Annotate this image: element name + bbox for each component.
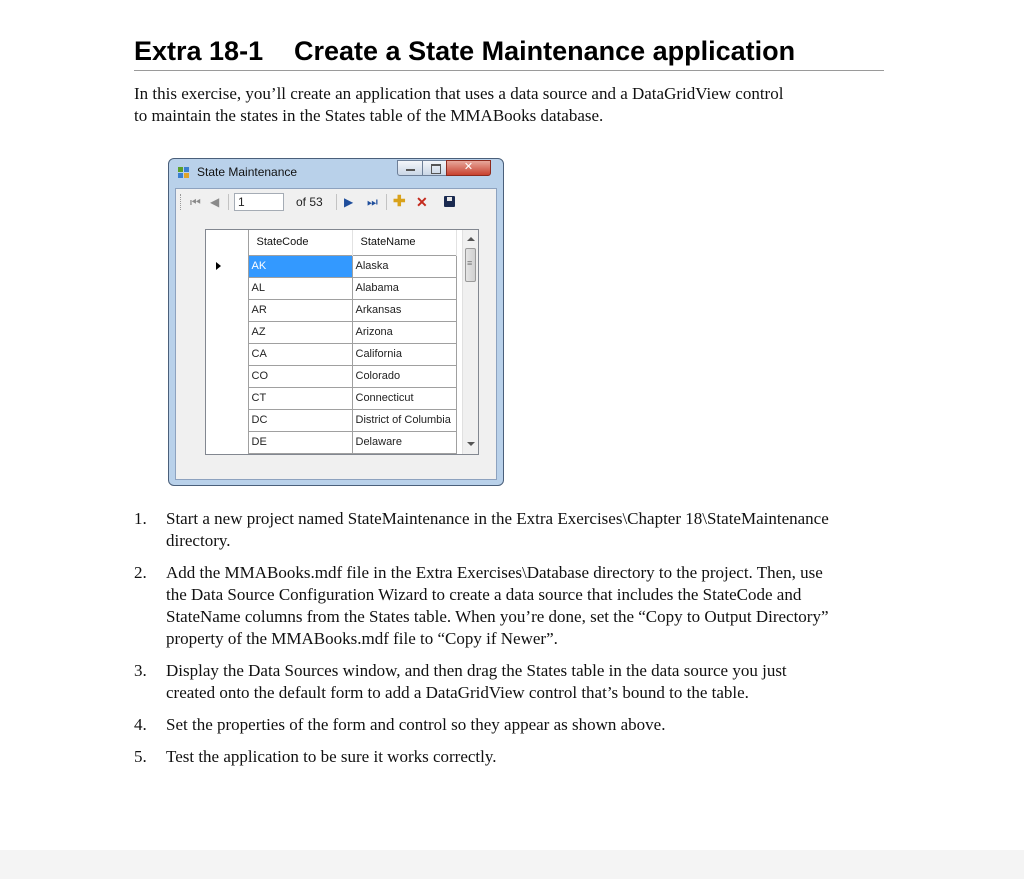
toolbar-separator: [386, 194, 387, 210]
table-row[interactable]: [206, 299, 456, 321]
app-icon: [178, 167, 190, 179]
step-item: [134, 660, 834, 704]
binding-navigator: [176, 189, 496, 216]
column-header-statecode[interactable]: StateCode: [248, 230, 352, 255]
grid-body: [206, 255, 456, 453]
close-icon: ✕: [463, 161, 474, 173]
cell-statename[interactable]: Arizona: [352, 321, 456, 343]
intro-paragraph: In this exercise, you’ll create an application that uses a data source and a DataGridView control to maintain the states in the States table of the MMABooks database.: [134, 84, 784, 125]
toolbar-separator: [336, 194, 337, 210]
step-text: Start a new project named StateMaintenance in the Extra Exercises\Chapter 18\StateMaintenance directory.: [166, 509, 829, 550]
row-header[interactable]: [206, 321, 248, 343]
row-header[interactable]: [206, 255, 248, 277]
add-new-icon[interactable]: ✚: [393, 193, 406, 210]
move-next-icon[interactable]: ▶: [344, 195, 354, 209]
maximize-button[interactable]: [422, 160, 447, 176]
grid-header-row: [206, 230, 456, 255]
form-client-area: [175, 188, 497, 480]
scroll-thumb[interactable]: [465, 248, 476, 282]
close-button[interactable]: [446, 160, 491, 176]
table-row[interactable]: [206, 255, 456, 277]
cell-statecode[interactable]: AL: [248, 277, 352, 299]
record-count-label: of 53: [296, 195, 323, 209]
minimize-button[interactable]: [397, 160, 423, 176]
row-header[interactable]: [206, 277, 248, 299]
step-number: 5.: [134, 747, 147, 766]
cell-statecode[interactable]: CA: [248, 343, 352, 365]
row-header[interactable]: [206, 365, 248, 387]
row-header-corner[interactable]: [206, 230, 248, 255]
exercise-title: Create a State Maintenance application: [294, 36, 796, 66]
toolbar-separator: [228, 194, 229, 210]
step-number: 4.: [134, 715, 147, 734]
row-header[interactable]: [206, 409, 248, 431]
instruction-steps: [134, 508, 834, 778]
page-bottom-band: [0, 850, 1024, 879]
row-header[interactable]: [206, 299, 248, 321]
move-last-icon[interactable]: ⏭: [367, 195, 378, 209]
toolbar-grip[interactable]: [180, 194, 184, 210]
cell-statecode[interactable]: CT: [248, 387, 352, 409]
cell-statename[interactable]: Connecticut: [352, 387, 456, 409]
position-input[interactable]: 1: [234, 193, 284, 211]
maximize-icon: [431, 164, 441, 174]
move-first-icon[interactable]: ⏮: [190, 195, 201, 209]
cell-statename[interactable]: California: [352, 343, 456, 365]
cell-statecode[interactable]: AR: [248, 299, 352, 321]
grid-vertical-scrollbar[interactable]: [462, 230, 479, 454]
state-maintenance-window: [168, 158, 504, 486]
table-row[interactable]: [206, 365, 456, 387]
row-header[interactable]: [206, 387, 248, 409]
delete-icon[interactable]: ✕: [416, 194, 428, 210]
step-text: Display the Data Sources window, and then drag the States table in the data source you just created onto the default form to add a DataGridView control that’s bound to the table.: [166, 661, 787, 702]
minimize-icon: [406, 169, 415, 171]
step-number: 2.: [134, 563, 147, 582]
row-header[interactable]: [206, 431, 248, 453]
states-table: [206, 230, 457, 454]
table-row[interactable]: [206, 343, 456, 365]
table-row[interactable]: [206, 409, 456, 431]
exercise-number: Extra 18-1: [134, 36, 264, 66]
scroll-up-icon[interactable]: [467, 237, 475, 241]
step-number: 3.: [134, 661, 147, 680]
row-header[interactable]: [206, 343, 248, 365]
table-row[interactable]: [206, 431, 456, 453]
current-row-indicator-icon: [216, 262, 221, 270]
step-item: [134, 562, 834, 650]
exercise-heading: [134, 36, 884, 71]
table-row[interactable]: [206, 277, 456, 299]
step-item: [134, 508, 834, 552]
cell-statecode[interactable]: CO: [248, 365, 352, 387]
table-row[interactable]: [206, 321, 456, 343]
step-text: Add the MMABooks.mdf file in the Extra Exercises\Database directory to the project. Then, use the Data Source Configuration Wizard to create a data source that includes the StateCode and StateName columns from the States table. When you’re done, set the “Copy to Output Directory” property of the MMABooks.mdf file to “Copy if Newer”.: [166, 563, 829, 648]
cell-statename[interactable]: District of Columbia: [352, 409, 456, 431]
step-text: Set the properties of the form and control so they appear as shown above.: [166, 715, 666, 734]
step-item: [134, 714, 834, 736]
cell-statecode[interactable]: AZ: [248, 321, 352, 343]
cell-statename[interactable]: Alaska: [352, 255, 456, 277]
window-title: State Maintenance: [197, 165, 298, 179]
cell-statename[interactable]: Delaware: [352, 431, 456, 453]
cell-statename[interactable]: Colorado: [352, 365, 456, 387]
step-text: Test the application to be sure it works correctly.: [166, 747, 497, 766]
cell-statename[interactable]: Alabama: [352, 277, 456, 299]
cell-statecode[interactable]: AK: [248, 255, 352, 277]
cell-statecode[interactable]: DE: [248, 431, 352, 453]
cell-statename[interactable]: Arkansas: [352, 299, 456, 321]
window-titlebar[interactable]: [169, 159, 503, 189]
cell-statecode[interactable]: DC: [248, 409, 352, 431]
move-previous-icon[interactable]: ◀: [210, 195, 220, 209]
states-datagridview[interactable]: [205, 229, 479, 455]
step-number: 1.: [134, 509, 147, 528]
table-row[interactable]: [206, 387, 456, 409]
save-icon[interactable]: [444, 196, 455, 207]
column-header-statename[interactable]: StateName: [352, 230, 456, 255]
scroll-down-icon[interactable]: [467, 442, 475, 446]
step-item: [134, 746, 834, 768]
